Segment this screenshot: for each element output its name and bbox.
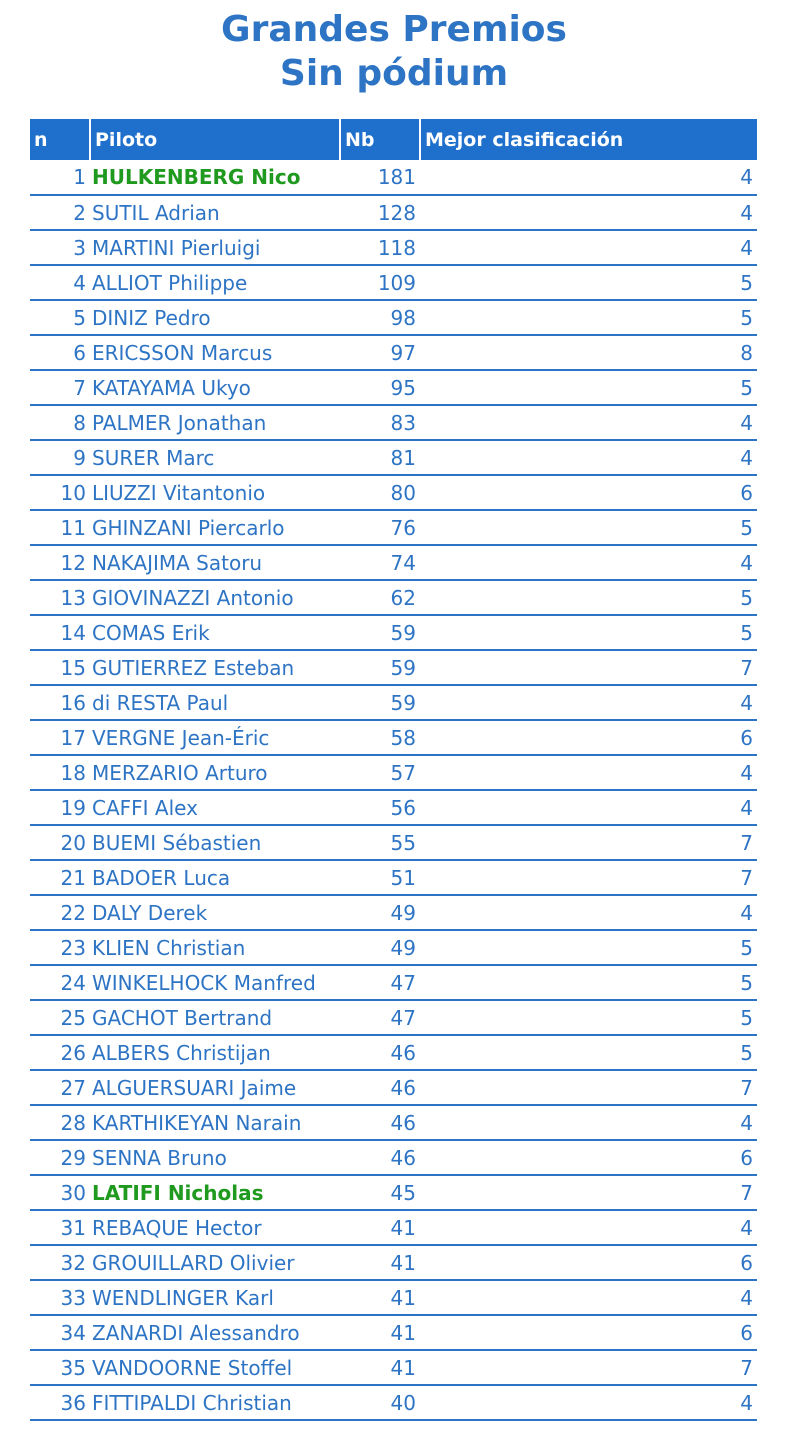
column-header-best: Mejor clasificación	[425, 128, 624, 151]
table-row	[30, 1105, 757, 1140]
best-result-cell: 4	[420, 1385, 757, 1420]
rank-cell: 26	[30, 1035, 90, 1070]
race-count-cell: 46	[340, 1070, 420, 1105]
table-row	[30, 440, 757, 475]
table-header-row	[30, 119, 757, 160]
race-count-cell: 62	[340, 580, 420, 615]
rank-cell: 8	[30, 405, 90, 440]
table-row	[30, 860, 757, 895]
table-row	[30, 790, 757, 825]
driver-name-cell: GHINZANI Piercarlo	[90, 510, 340, 545]
race-count-cell: 56	[340, 790, 420, 825]
page-subtitle: Sin pódium	[279, 53, 509, 94]
best-result-cell: 4	[420, 685, 757, 720]
driver-name-cell: LIUZZI Vitantonio	[90, 475, 340, 510]
table-row	[30, 335, 757, 370]
table-row	[30, 405, 757, 440]
rank-cell: 21	[30, 860, 90, 895]
best-result-cell: 4	[420, 440, 757, 475]
table-row	[30, 195, 757, 230]
rank-cell: 11	[30, 510, 90, 545]
driver-name-cell: LATIFI Nicholas	[90, 1175, 340, 1210]
rank-cell: 19	[30, 790, 90, 825]
rank-cell: 23	[30, 930, 90, 965]
rank-cell: 1	[30, 160, 90, 195]
race-count-cell: 59	[340, 650, 420, 685]
race-count-cell: 51	[340, 860, 420, 895]
table-row	[30, 930, 757, 965]
rank-cell: 3	[30, 230, 90, 265]
table-row	[30, 1210, 757, 1245]
rank-cell: 36	[30, 1385, 90, 1420]
driver-name-cell: SURER Marc	[90, 440, 340, 475]
race-count-cell: 47	[340, 965, 420, 1000]
best-result-cell: 6	[420, 1245, 757, 1280]
driver-name-cell: GIOVINAZZI Antonio	[90, 580, 340, 615]
driver-name-cell: di RESTA Paul	[90, 685, 340, 720]
race-count-cell: 46	[340, 1105, 420, 1140]
table-row	[30, 1035, 757, 1070]
race-count-cell: 47	[340, 1000, 420, 1035]
table-row	[30, 755, 757, 790]
rank-cell: 17	[30, 720, 90, 755]
driver-name-cell: ALLIOT Philippe	[90, 265, 340, 300]
race-count-cell: 109	[340, 265, 420, 300]
best-result-cell: 5	[420, 580, 757, 615]
race-count-cell: 41	[340, 1210, 420, 1245]
race-count-cell: 41	[340, 1245, 420, 1280]
rank-cell: 22	[30, 895, 90, 930]
column-header-piloto: Piloto	[90, 119, 340, 160]
best-result-cell: 5	[420, 300, 757, 335]
column-header-nb: Nb	[340, 119, 420, 160]
driver-name-cell: ERICSSON Marcus	[90, 335, 340, 370]
rank-cell: 4	[30, 265, 90, 300]
driver-name-cell: WINKELHOCK Manfred	[90, 965, 340, 1000]
rank-cell: 28	[30, 1105, 90, 1140]
table-row	[30, 965, 757, 1000]
rank-cell: 16	[30, 685, 90, 720]
driver-name-cell: DALY Derek	[90, 895, 340, 930]
table-row	[30, 720, 757, 755]
table-row	[30, 1385, 757, 1420]
driver-name-cell: DINIZ Pedro	[90, 300, 340, 335]
race-count-cell: 41	[340, 1350, 420, 1385]
race-count-cell: 95	[340, 370, 420, 405]
best-result-cell: 5	[420, 930, 757, 965]
race-count-cell: 55	[340, 825, 420, 860]
best-result-cell: 4	[420, 895, 757, 930]
best-result-cell: 5	[420, 615, 757, 650]
race-count-cell: 98	[340, 300, 420, 335]
rank-cell: 34	[30, 1315, 90, 1350]
best-result-cell: 7	[420, 860, 757, 895]
rank-cell: 27	[30, 1070, 90, 1105]
best-result-cell: 4	[420, 230, 757, 265]
race-count-cell: 59	[340, 615, 420, 650]
best-result-cell: 4	[420, 405, 757, 440]
best-result-cell: 7	[420, 650, 757, 685]
best-result-cell: 5	[420, 1035, 757, 1070]
table-row	[30, 1000, 757, 1035]
driver-name-cell: MERZARIO Arturo	[90, 755, 340, 790]
driver-name-cell: SENNA Bruno	[90, 1140, 340, 1175]
table-row	[30, 1315, 757, 1350]
table-row	[30, 615, 757, 650]
rank-cell: 30	[30, 1175, 90, 1210]
rank-cell: 15	[30, 650, 90, 685]
rank-cell: 31	[30, 1210, 90, 1245]
race-count-cell: 59	[340, 685, 420, 720]
best-result-cell: 4	[420, 1210, 757, 1245]
race-count-cell: 49	[340, 895, 420, 930]
driver-name-cell: ZANARDI Alessandro	[90, 1315, 340, 1350]
best-result-cell: 4	[420, 195, 757, 230]
driver-name-cell: BUEMI Sébastien	[90, 825, 340, 860]
driver-name-cell: KATAYAMA Ukyo	[90, 370, 340, 405]
driver-name-cell: MARTINI Pierluigi	[90, 230, 340, 265]
table-row	[30, 1140, 757, 1175]
best-result-cell: 6	[420, 1315, 757, 1350]
race-count-cell: 41	[340, 1315, 420, 1350]
driver-name-cell: BADOER Luca	[90, 860, 340, 895]
best-result-cell: 4	[420, 790, 757, 825]
rank-cell: 29	[30, 1140, 90, 1175]
race-count-cell: 58	[340, 720, 420, 755]
best-result-cell: 5	[420, 265, 757, 300]
best-result-cell: 6	[420, 475, 757, 510]
rank-cell: 12	[30, 545, 90, 580]
best-result-cell: 7	[420, 1175, 757, 1210]
race-count-cell: 46	[340, 1140, 420, 1175]
race-count-cell: 83	[340, 405, 420, 440]
table-row	[30, 685, 757, 720]
driver-name-cell: NAKAJIMA Satoru	[90, 545, 340, 580]
rank-cell: 14	[30, 615, 90, 650]
table-row	[30, 1245, 757, 1280]
rank-cell: 13	[30, 580, 90, 615]
page-title: Grandes Premios	[221, 9, 567, 50]
best-result-cell: 5	[420, 1000, 757, 1035]
driver-name-cell: SUTIL Adrian	[90, 195, 340, 230]
column-header-n: n	[30, 119, 90, 160]
rank-cell: 7	[30, 370, 90, 405]
driver-name-cell: CAFFI Alex	[90, 790, 340, 825]
race-count-cell: 80	[340, 475, 420, 510]
table-row	[30, 1280, 757, 1315]
rank-cell: 25	[30, 1000, 90, 1035]
best-result-cell: 6	[420, 720, 757, 755]
driver-name-cell: KARTHIKEYAN Narain	[90, 1105, 340, 1140]
driver-name-cell: HULKENBERG Nico	[90, 160, 340, 195]
race-count-cell: 45	[340, 1175, 420, 1210]
best-result-cell: 4	[420, 545, 757, 580]
race-count-cell: 97	[340, 335, 420, 370]
driver-name-cell: COMAS Erik	[90, 615, 340, 650]
best-result-cell: 4	[420, 160, 757, 195]
best-result-cell: 5	[420, 370, 757, 405]
race-count-cell: 74	[340, 545, 420, 580]
table-row	[30, 370, 757, 405]
driver-name-cell: FITTIPALDI Christian	[90, 1385, 340, 1420]
best-result-cell: 7	[420, 1070, 757, 1105]
table-row	[30, 1350, 757, 1385]
race-count-cell: 81	[340, 440, 420, 475]
rank-cell: 24	[30, 965, 90, 1000]
rank-cell: 35	[30, 1350, 90, 1385]
race-count-cell: 76	[340, 510, 420, 545]
table-row	[30, 300, 757, 335]
race-count-cell: 181	[340, 160, 420, 195]
race-count-cell: 41	[340, 1280, 420, 1315]
table-row	[30, 545, 757, 580]
rank-cell: 20	[30, 825, 90, 860]
driver-name-cell: GUTIERREZ Esteban	[90, 650, 340, 685]
driver-name-cell: VERGNE Jean-Éric	[90, 720, 340, 755]
rank-cell: 32	[30, 1245, 90, 1280]
table-row	[30, 1070, 757, 1105]
table-row	[30, 475, 757, 510]
table-row	[30, 510, 757, 545]
rank-cell: 18	[30, 755, 90, 790]
table-row	[30, 895, 757, 930]
table-row	[30, 825, 757, 860]
race-count-cell: 118	[340, 230, 420, 265]
driver-name-cell: GROUILLARD Olivier	[90, 1245, 340, 1280]
driver-name-cell: VANDOORNE Stoffel	[90, 1350, 340, 1385]
best-result-cell: 7	[420, 825, 757, 860]
driver-name-cell: GACHOT Bertrand	[90, 1000, 340, 1035]
race-count-cell: 46	[340, 1035, 420, 1070]
race-count-cell: 40	[340, 1385, 420, 1420]
best-result-cell: 4	[420, 1280, 757, 1315]
best-result-cell: 7	[420, 1350, 757, 1385]
ranking-table	[30, 119, 757, 1421]
table-row	[30, 650, 757, 685]
best-result-cell: 4	[420, 755, 757, 790]
driver-name-cell: PALMER Jonathan	[90, 405, 340, 440]
rank-cell: 2	[30, 195, 90, 230]
driver-name-cell: WENDLINGER Karl	[90, 1280, 340, 1315]
table-body	[30, 160, 757, 1420]
best-result-cell: 6	[420, 1140, 757, 1175]
table-row	[30, 160, 757, 195]
rank-cell: 5	[30, 300, 90, 335]
rank-cell: 9	[30, 440, 90, 475]
rank-cell: 10	[30, 475, 90, 510]
rank-cell: 33	[30, 1280, 90, 1315]
driver-name-cell: KLIEN Christian	[90, 930, 340, 965]
driver-name-cell: ALGUERSUARI Jaime	[90, 1070, 340, 1105]
table-row	[30, 265, 757, 300]
best-result-cell: 8	[420, 335, 757, 370]
rank-cell: 6	[30, 335, 90, 370]
driver-name-cell: ALBERS Christijan	[90, 1035, 340, 1070]
race-count-cell: 49	[340, 930, 420, 965]
table-row	[30, 230, 757, 265]
table-row	[30, 580, 757, 615]
best-result-cell: 5	[420, 510, 757, 545]
best-result-cell: 5	[420, 965, 757, 1000]
race-count-cell: 57	[340, 755, 420, 790]
table-row	[30, 1175, 757, 1210]
driver-name-cell: REBAQUE Hector	[90, 1210, 340, 1245]
best-result-cell: 4	[420, 1105, 757, 1140]
race-count-cell: 128	[340, 195, 420, 230]
